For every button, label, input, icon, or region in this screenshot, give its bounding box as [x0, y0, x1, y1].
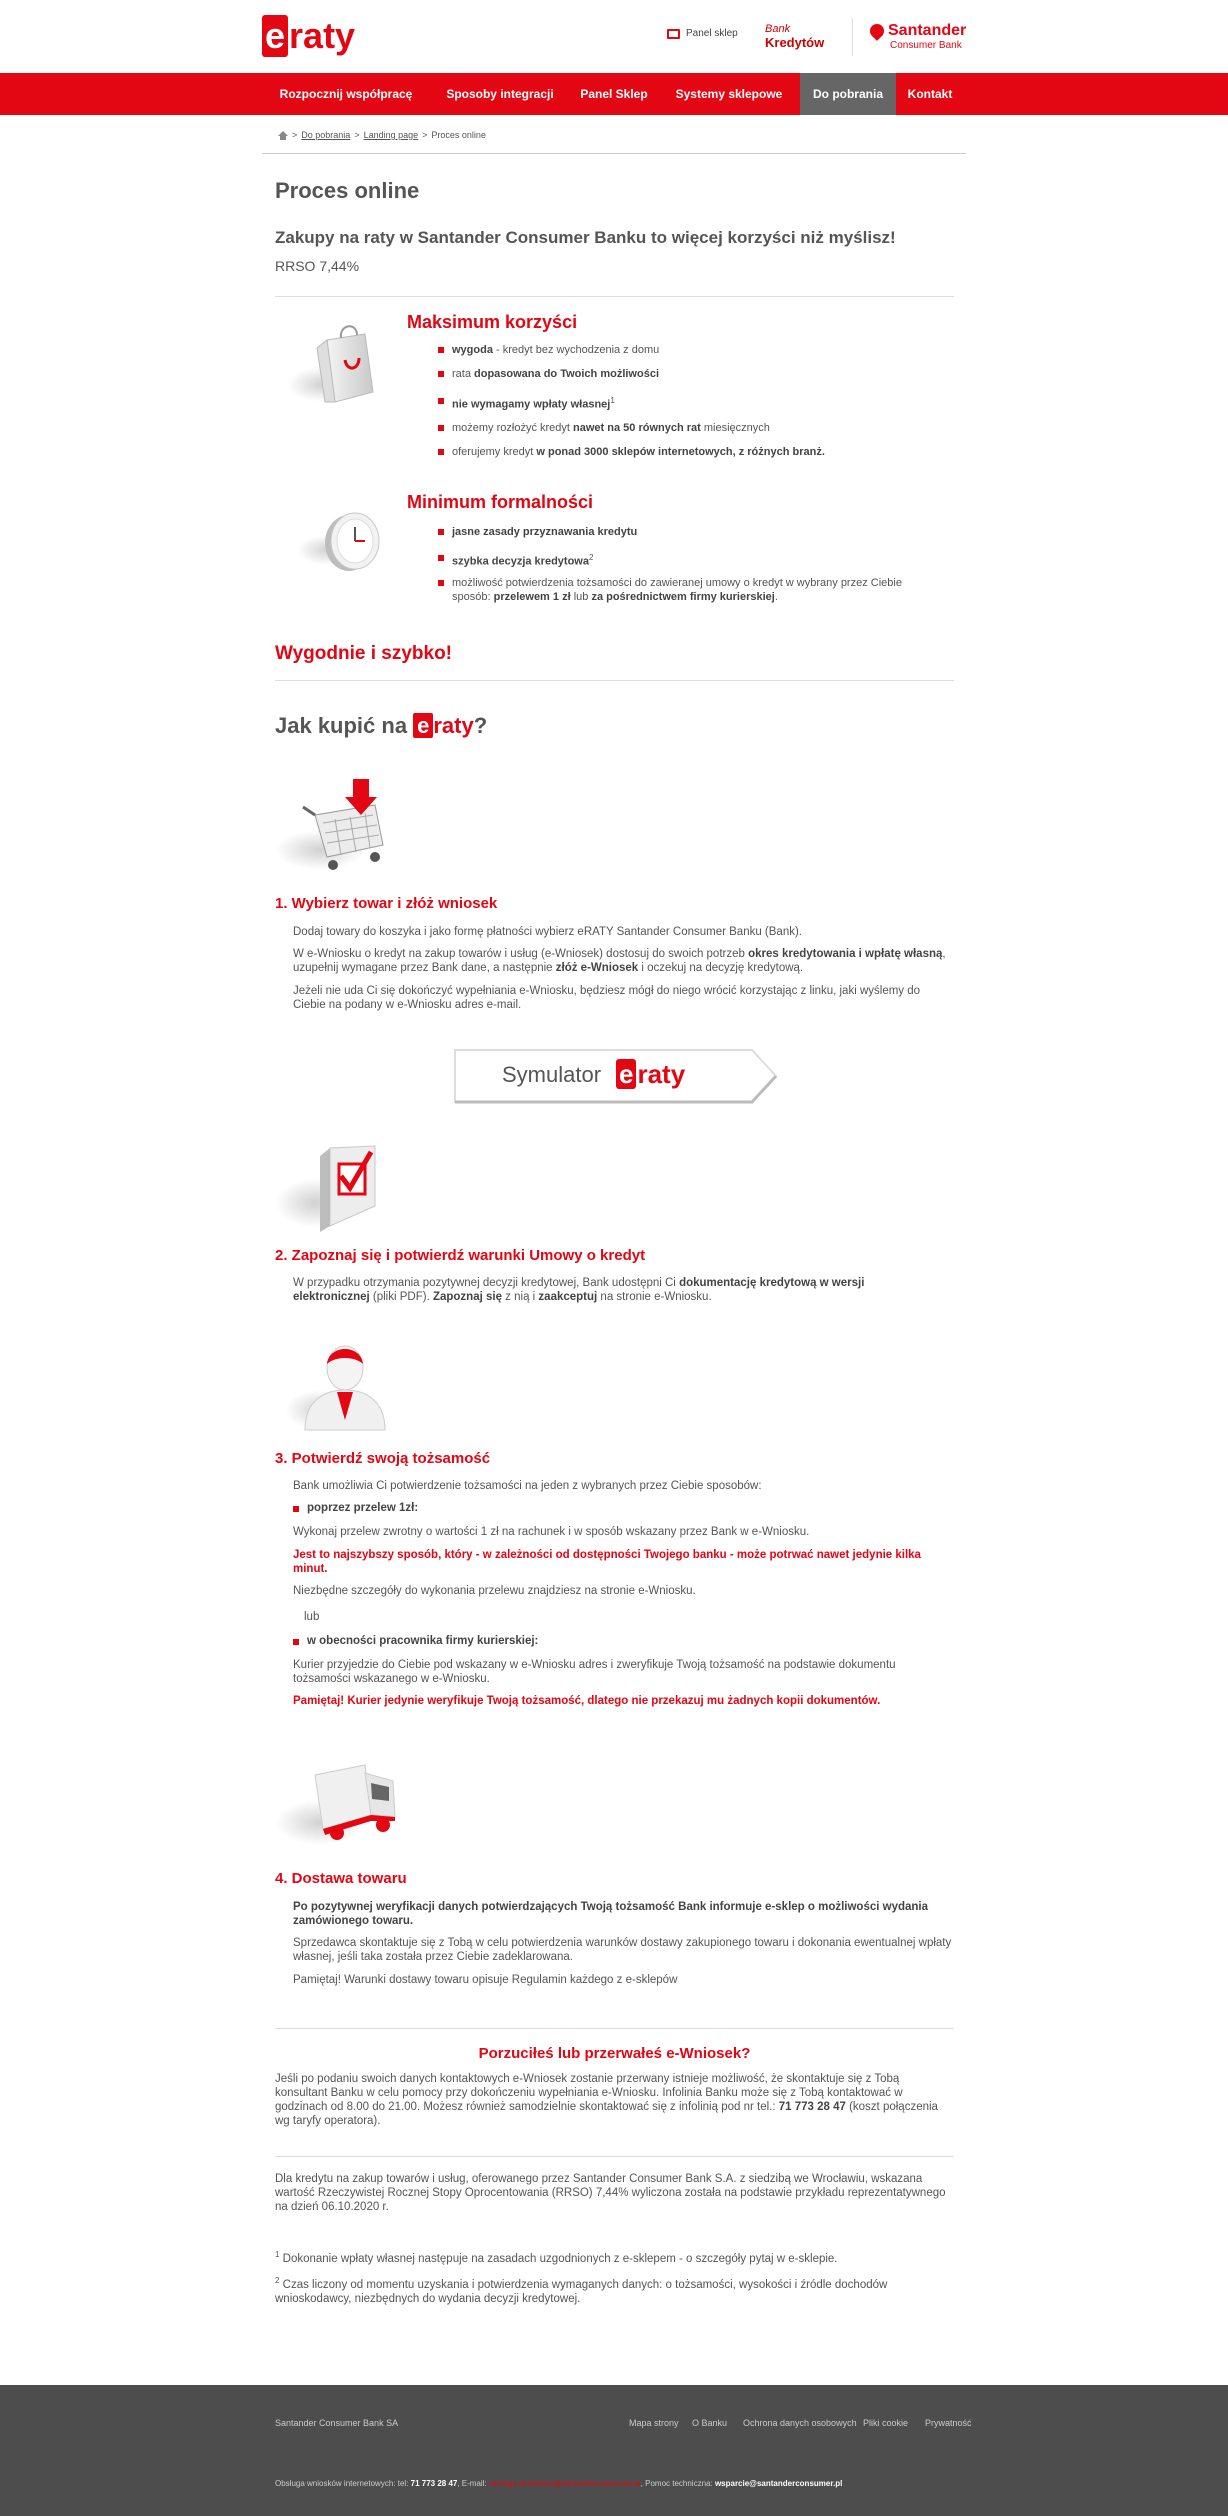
bank-kredytow-line1: Bank: [765, 23, 791, 35]
step1-p2: W e-Wniosku o kredyt na zakup towarów i usług (e-Wniosek) dostosuj do swoich potrzeb okres kredytowania i wpłatę własną, uzupełnij wymagane przez Bank dane, a następnie złóż e-Wniosek i oczekuj na decyzję kredytową.: [293, 948, 946, 974]
breadcrumb-current: Proces online: [431, 130, 486, 140]
page-subtitle: Zakupy na raty w Santander Consumer Banku to więcej korzyści niż myślisz!: [275, 228, 896, 247]
step3-opt2-red: Pamiętaj! Kurier jedynie weryfikuje Twoją tożsamość, dlatego nie przekazuj mu żadnych kopii dokumentów.: [293, 1695, 881, 1707]
simulator-label: Symulator: [502, 1062, 602, 1087]
home-icon[interactable]: [278, 131, 288, 140]
step3-opt2: w obecności pracownika firmy kurierskiej:: [293, 1635, 538, 1647]
step3-intro: Bank umożliwia Ci potwierdzenie tożsamości na jeden z wybranych przez Ciebie sposobów:: [293, 1480, 762, 1492]
page-title: Proces online: [275, 178, 420, 203]
max-item: wygoda - kredyt bez wychodzenia z domu: [438, 343, 958, 357]
breadcrumb-divider: [262, 153, 966, 154]
panel-sklep-label: Panel sklep: [686, 28, 738, 39]
min-item: szybka decyzja kredytowa$^2$: [438, 551, 938, 569]
footer-link-o-banku[interactable]: O Banku: [692, 2418, 728, 2428]
min-item: możliwość potwierdzenia tożsamości do zawieranej umowy o kredyt w wybrany przez Ciebie sposób: przelewem 1 zł lub za pośrednictwem firmy kurierskiej.: [438, 576, 938, 604]
breadcrumb-sep: >: [354, 130, 360, 140]
step1-p1: Dodaj towary do koszyka i jako formę płatności wybierz eRATY Santander Consumer Banku (Bank).: [293, 926, 802, 938]
divider: [275, 296, 954, 297]
footer: [0, 2385, 1228, 2516]
jak-e: e: [413, 713, 433, 738]
footnote-1: $^1$ Dokonanie wpłaty własnej następuje na zasadach uzgodnionych z e-sklepem - o szczegóły pytaj w e-sklepie.: [275, 2250, 838, 2265]
logo-e: e: [262, 15, 288, 57]
max-item: oferujemy kredyt w ponad 3000 sklepów internetowych, z różnych branż.: [438, 445, 958, 459]
footer-link-cookie[interactable]: Pliki cookie: [863, 2418, 909, 2428]
header: [0, 0, 1228, 73]
cart-illustration: [275, 775, 405, 880]
jak-kupic-heading: [275, 713, 487, 739]
shopping-bag-illustration: [287, 322, 397, 407]
rrso-label: RRSO 7,44%: [275, 258, 360, 274]
porzuciles-p: Jeśli po podaniu swoich danych kontaktowych e-Wniosek zostanie przerwany istnieje możliwość, że skontaktuje się z Tobą konsultant Banku w celu pomocy przy dokończeniu wypełniania e-Wniosku. Infolinia Banku może się z Tobą kontaktować w godzinach od 8.00 do 21.00. Możesz również samodzielnie skontaktować się z infolinią pod nr tel.: 71 773 28 47 (koszt połączenia wg taryfy operatora).: [275, 2073, 938, 2127]
footer-company: Santander Consumer Bank SA: [275, 2418, 399, 2428]
clock-illustration: [297, 505, 397, 580]
bank-kredytow-line2: Kredytów: [765, 35, 825, 50]
step4-title: 4. Dostawa towaru: [275, 1870, 407, 1887]
step4-p3: Pamiętaj! Warunki dostawy towaru opisuje Regulamin każdego z e-sklepów: [293, 1974, 678, 1986]
santander-sub: Consumer Bank: [890, 40, 962, 51]
step4-p2: Sprzedawca skontaktuje się z Tobą w celu potwierdzenia warunków dostawy zakupionego towaru i dokonania ewentualnej wpłaty własnej, jeśli taka została przez Ciebie zadeklarowana.: [293, 1937, 952, 1963]
breadcrumb-landing-page[interactable]: Landing page: [363, 130, 419, 140]
footer-email-link[interactable]: obsluga.wnioskow@santanderconsumer.pl: [488, 2479, 641, 2488]
footer-link-prywatnosc[interactable]: Prywatność: [925, 2418, 972, 2428]
truck-illustration: [275, 1755, 405, 1850]
nav-panel-sklep[interactable]: Panel Sklep: [580, 87, 648, 101]
monitor-icon: [667, 29, 680, 39]
nav-do-pobrania[interactable]: Do pobrania: [800, 73, 896, 115]
min-item: jasne zasady przyznawania kredytu: [438, 525, 938, 539]
breadcrumb-sep: >: [292, 130, 298, 140]
step4-p1: Po pozytywnej weryfikacji danych potwierdzających Twoją tożsamość Bank informuje e-sklep o możliwości wydania zamówionego towaru.: [293, 1901, 929, 1927]
step3-opt1-red: Jest to najszybszy sposób, który - w zależności od dostępności Twojego banku - może potrwać nawet jedynie kilka minut.: [293, 1549, 921, 1575]
step1-title: 1. Wybierz towar i złóż wniosek: [275, 895, 498, 912]
step2-p: W przypadku otrzymania pozytywnej decyzji kredytowej, Bank udostępni Ci dokumentację kredytową w wersji elektronicznej (pliki PDF). Zapoznaj się z nią i zaakceptuj na stronie e-Wniosku.: [293, 1277, 865, 1303]
checkbox-illustration: [275, 1138, 395, 1238]
nav-rozpocznij[interactable]: Rozpocznij współpracę: [279, 87, 413, 101]
breadcrumb-sep: >: [422, 130, 428, 140]
eraty-logo[interactable]: [262, 15, 355, 57]
breadcrumb: [278, 130, 486, 140]
footer-contact: Obsługa wniosków internetowych: tel: 71 773 28 47, E-mail: obsluga.wnioskow@santanderconsumer.pl, Pomoc techniczna: wsparcie@santanderconsumer.pl: [275, 2479, 843, 2488]
step3-opt1-p: Wykonaj przelew zwrotny o wartości 1 zł na rachunek i w sposób wskazany przez Bank w e-Wniosku.: [293, 1526, 810, 1538]
divider: [275, 2028, 954, 2029]
max-item: nie wymagamy wpłaty własnej$^1$: [438, 394, 958, 412]
step3-lub: lub: [304, 1611, 320, 1623]
santander-flame-icon: [867, 21, 887, 41]
simulator-button[interactable]: [452, 1046, 780, 1106]
divider: [275, 2156, 954, 2157]
santander-logo[interactable]: [870, 22, 966, 52]
step3-opt2-p: Kurier przyjedzie do Ciebie pod wskazany w e-Wniosku adres i zweryfikuje Twoją tożsamość na podstawie dokumentu tożsamości wskazanego w e-Wniosku.: [293, 1659, 896, 1685]
jak-q: ?: [473, 713, 488, 738]
header-divider: [852, 18, 853, 56]
max-title: Maksimum korzyści: [407, 312, 578, 332]
step3-opt1-p2: Niezbędne szczegóły do wykonania przelewu znajdziesz na stronie e-Wniosku.: [293, 1585, 696, 1597]
nav-systemy[interactable]: Systemy sklepowe: [675, 87, 783, 101]
step3-opt1: poprzez przelew 1zł:: [293, 1502, 418, 1514]
step2-title: 2. Zapoznaj się i potwierdź warunki Umowy o kredyt: [275, 1247, 646, 1264]
simulator-r: raty: [637, 1059, 686, 1089]
max-item: możemy rozłożyć kredyt nawet na 50 równych rat miesięcznych: [438, 421, 958, 435]
jak-pre: Jak kupić na: [275, 713, 408, 738]
simulator-e: e: [616, 1059, 636, 1089]
min-title: Minimum formalności: [407, 492, 594, 512]
divider: [275, 680, 954, 681]
footer-link-mapa[interactable]: Mapa strony: [629, 2418, 679, 2428]
logo-rest: raty: [289, 15, 356, 56]
bank-kredytow-logo[interactable]: [765, 22, 835, 50]
santander-name: Santander: [888, 22, 967, 39]
step3-title: 3. Potwierdź swoją tożsamość: [275, 1450, 491, 1467]
max-item: rata dopasowana do Twoich możliwości: [438, 367, 958, 381]
legal-text: Dla kredytu na zakup towarów i usług, oferowanego przez Santander Consumer Bank S.A. z siedzibą we Wrocławiu, wskazana wartość Rzeczywistej Rocznej Stopy Oprocentowania (RRSO) 7,44% wyliczona została na podstawie przykładu reprezentatywnego na dzień 06.10.2020 r.: [275, 2173, 946, 2213]
porzuciles-title: Porzuciłeś lub przerwałeś e-Wniosek?: [478, 2045, 751, 2062]
footnote-2: $^2$ Czas liczony od momentu uzyskania i potwierdzenia wymaganych danych: o tożsamości, wysokości i źródle dochodów wnioskodawcy, niezbędnych do wydania decyzji kredytowej.: [275, 2276, 888, 2305]
main-nav: [0, 73, 1228, 115]
breadcrumb-do-pobrania[interactable]: Do pobrania: [301, 130, 351, 140]
person-illustration: [285, 1340, 395, 1435]
panel-sklep-link[interactable]: [667, 28, 738, 39]
footer-link-ochrona[interactable]: Ochrona danych osobowych: [743, 2418, 857, 2428]
min-list: [438, 525, 938, 604]
step1-p3: Jeżeli nie uda Ci się dokończyć wypełniania e-Wniosku, będziesz mógł do niego wrócić korzystając z linku, jaki wyślemy do Ciebie na podany w e-Wniosku adres e-mail.: [293, 985, 921, 1011]
wygodnie-heading: Wygodnie i szybko!: [275, 643, 453, 664]
nav-sposoby[interactable]: Sposoby integracji: [446, 87, 554, 101]
jak-r: raty: [433, 713, 474, 738]
nav-kontakt[interactable]: Kontakt: [907, 87, 953, 101]
footer-support-link[interactable]: wsparcie@santanderconsumer.pl: [714, 2479, 843, 2488]
max-list: [438, 343, 958, 459]
